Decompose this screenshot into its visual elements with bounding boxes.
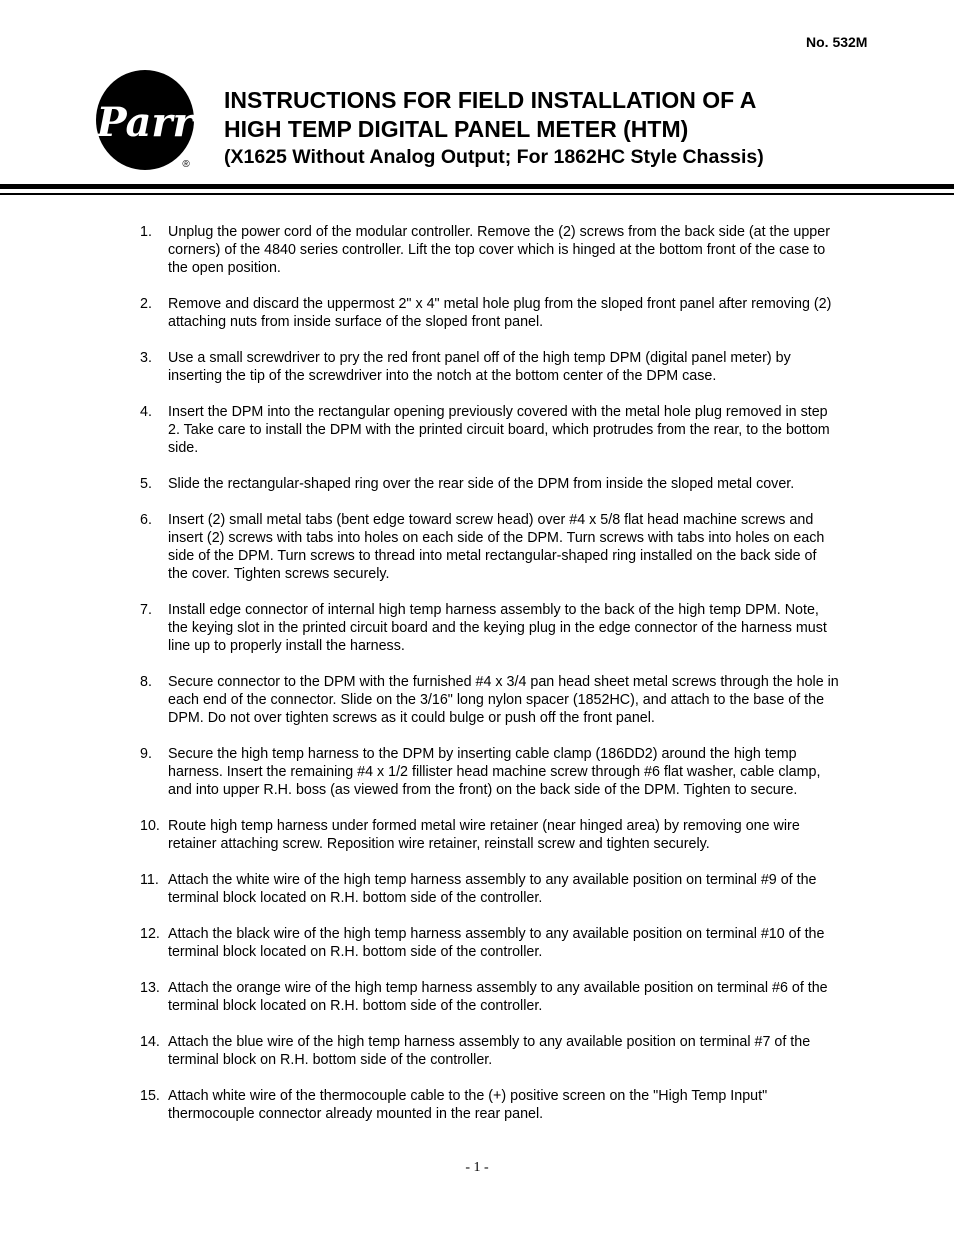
header-rule-thin <box>0 193 954 195</box>
step-text: Slide the rectangular-shaped ring over the rear side of the DPM from inside the sloped metal cover. <box>168 476 795 492</box>
step-text: Unplug the power cord of the modular controller. Remove the (2) screws from the back side (at the upper corners) of the 4840 series controller. Lift the top cover which is hinged at the bottom front of the case to the open position. <box>168 224 830 276</box>
step-4 <box>140 403 840 457</box>
step-number: 9. <box>140 746 152 762</box>
step-text: Remove and discard the uppermost 2" x 4" metal hole plug from the sloped front panel after removing (2) attaching nuts from inside surface of the sloped front panel. <box>168 296 832 330</box>
step-9 <box>140 745 840 799</box>
step-text: Attach the blue wire of the high temp harness assembly to any available position on terminal #7 of the terminal block on R.H. bottom side of the controller. <box>168 1034 811 1068</box>
step-number: 2. <box>140 296 152 312</box>
step-number: 7. <box>140 602 152 618</box>
registered-mark: ® <box>182 159 190 170</box>
step-12 <box>140 925 840 961</box>
step-text: Install edge connector of internal high temp harness assembly to the back of the high temp DPM. Note, the keying slot in the printed circuit board and the keying plug in the edge connector of the harness must line up to properly install the harness. <box>168 602 827 654</box>
step-number: 10. <box>140 818 160 834</box>
title-line-2: HIGH TEMP DIGITAL PANEL METER (HTM) <box>224 116 689 142</box>
step-number: 5. <box>140 476 152 492</box>
step-number: 3. <box>140 350 152 366</box>
step-text: Insert the DPM into the rectangular opening previously covered with the metal hole plug removed in step 2. Take care to install the DPM with the printed circuit board, which protrudes from the rear, to the bottom side. <box>168 404 830 456</box>
step-number: 8. <box>140 674 152 690</box>
doc-number: No. 532M <box>806 34 868 50</box>
step-number: 11. <box>140 872 159 888</box>
step-text: Use a small screwdriver to pry the red front panel off of the high temp DPM (digital panel meter) by inserting the tip of the screwdriver into the notch at the bottom center of the DPM case. <box>168 350 791 384</box>
step-13 <box>140 979 840 1015</box>
step-number: 12. <box>140 926 160 942</box>
step-1 <box>140 223 840 277</box>
step-text: Insert (2) small metal tabs (bent edge toward screw head) over #4 x 5/8 flat head machine screws and insert (2) screws with tabs into holes on each side of the DPM. Turn screws with tabs into holes on each side of the DPM. Turn screws to thread into metal rectangular-shaped ring installed on the back side of the cover. Tighten screws securely. <box>168 512 825 582</box>
step-number: 14. <box>140 1034 160 1050</box>
title-block <box>224 86 944 171</box>
step-text: Attach white wire of the thermocouple cable to the (+) positive screen on the "High Temp Input" thermocouple connector already mounted in the rear panel. <box>168 1088 768 1122</box>
step-14 <box>140 1033 840 1069</box>
step-6 <box>140 511 840 583</box>
instruction-steps <box>140 223 840 1141</box>
step-text: Attach the white wire of the high temp harness assembly to any available position on terminal #9 of the terminal block located on R.H. bottom side of the controller. <box>168 872 817 906</box>
step-text: Secure the high temp harness to the DPM by inserting cable clamp (186DD2) around the high temp harness. Insert the remaining #4 x 1/2 fillister head machine screw through #6 flat washer, cable clamp, and into upper R.H. boss (as viewed from the front) on the back side of the DPM. Tighten to secure. <box>168 746 821 798</box>
step-10 <box>140 817 840 853</box>
step-8 <box>140 673 840 727</box>
step-text: Attach the black wire of the high temp harness assembly to any available position on terminal #10 of the terminal block located on R.H. bottom side of the controller. <box>168 926 825 960</box>
step-7 <box>140 601 840 655</box>
step-2 <box>140 295 840 331</box>
title-line-1: INSTRUCTIONS FOR FIELD INSTALLATION OF A <box>224 87 757 113</box>
step-number: 13. <box>140 980 160 996</box>
header-rule-thick <box>0 184 954 189</box>
parr-logo <box>95 70 199 174</box>
step-11 <box>140 871 840 907</box>
step-15 <box>140 1087 840 1123</box>
step-text: Route high temp harness under formed metal wire retainer (near hinged area) by removing one wire retainer attaching screw. Reposition wire retainer, reinstall screw and tighten securely. <box>168 818 800 852</box>
step-number: 15. <box>140 1088 160 1104</box>
subtitle: (X1625 Without Analog Output; For 1862HC Style Chassis) <box>224 146 764 168</box>
page-number: - 1 - <box>465 1160 489 1175</box>
step-number: 4. <box>140 404 152 420</box>
step-number: 1. <box>140 224 152 240</box>
step-3 <box>140 349 840 385</box>
step-number: 6. <box>140 512 152 528</box>
step-5 <box>140 475 840 493</box>
step-text: Attach the orange wire of the high temp harness assembly to any available position on terminal #6 of the terminal block located on R.H. bottom side of the controller. <box>168 980 828 1014</box>
step-text: Secure connector to the DPM with the furnished #4 x 3/4 pan head sheet metal screws through the hole in each end of the connector. Slide on the 3/16" long nylon spacer (1852HC), and attach to the base of the DPM. Do not over tighten screws as it could bulge or push off the front panel. <box>168 674 839 726</box>
logo-wordmark: Parr <box>96 99 194 146</box>
